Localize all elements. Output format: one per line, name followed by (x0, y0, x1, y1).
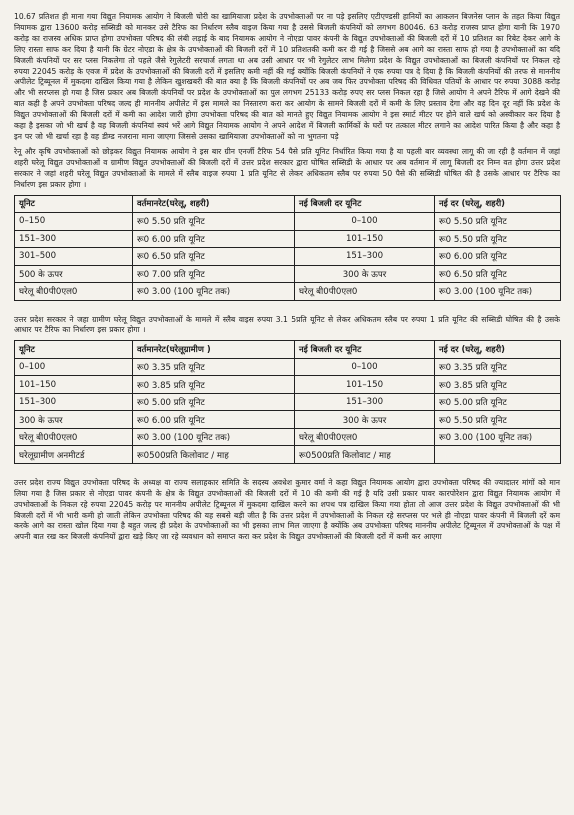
cell-new-rate: रू0 5.50 प्रति यूनिट (435, 230, 561, 248)
cell-new-unit: घरेलू बी0पी0एल0 (295, 428, 435, 446)
cell-new-unit: 101–150 (295, 376, 435, 394)
cell-new-unit: 0–100 (295, 358, 435, 376)
rural-tariff-table (14, 340, 561, 464)
header-new-rate: नई दर (घरेलू, शहरी) (435, 195, 561, 213)
header-new-rate: नई दर (घरेलू, शहरी) (435, 341, 561, 359)
table-row (15, 265, 561, 283)
cell-new-unit: 151–300 (295, 248, 435, 266)
cell-unit: 301–500 (15, 248, 133, 266)
table-row (15, 230, 561, 248)
table-row (15, 213, 561, 231)
cell-new-rate: रू0 6.00 प्रति यूनिट (435, 248, 561, 266)
intro-paragraph-2: रेनू और कृषि उपभोक्ताओं को छोड़कर विद्युत नियामक आयोग ने इस बार ग्रीन एनर्जी टैरिफ 54 पैसे प्रति यूनिट निर्धारित किया गया है या पहली बार व्यवस्था लागू की जा रही है वर्तमान में जहां शहरी घरेलू विद्युत उपभोक्ताओं व ग्रामीण विद्युत उपभोक्ताओं की बिजली दरों में उत्तर प्रदेश सरकार द्वारा घोषित सब्सिडी के आधार पर अब वर्तमान में लागू बिजली दर निम्न वत होगा उत्तर प्रदेश सरकार ने जहां शहरी घरेलू विद्युत उपभोक्ताओं के मामले में स्लैब वाइज रुपया 1 प्रति यूनिट से लेकर अधिकतम स्लैब पर रुपया 50 पैसे की सब्सिडी घोषित की है उसके आधार पर टैरिफ का निर्धारण इस प्रकार होगा । (14, 146, 560, 189)
cell-unit: 500 के ऊपर (15, 265, 133, 283)
header-current-rate: वर्तमानरेट(घरेलूग्रामीण ) (133, 341, 295, 359)
header-unit: यूनिट (15, 195, 133, 213)
cell-unit: 0–150 (15, 213, 133, 231)
table-header-row (15, 341, 561, 359)
cell-new-rate: रू0 5.50 प्रति यूनिट (435, 411, 561, 429)
table-row (15, 248, 561, 266)
header-new-unit: नई बिजली दर यूनिट (295, 341, 435, 359)
cell-current-rate: रू0500प्रति किलोवाट / माह (133, 446, 295, 464)
cell-new-rate: रू0 5.00 प्रति यूनिट (435, 393, 561, 411)
table-row (15, 446, 561, 464)
cell-new-unit: 300 के ऊपर (295, 411, 435, 429)
table-row (15, 358, 561, 376)
cell-new-rate: रू0 3.00 (100 यूनिट तक) (435, 283, 561, 301)
cell-current-rate: रू0 6.00 प्रति यूनिट (133, 230, 295, 248)
cell-new-unit: 151–300 (295, 393, 435, 411)
cell-current-rate: रू0 6.00 प्रति यूनिट (133, 411, 295, 429)
cell-new-unit: 101–150 (295, 230, 435, 248)
cell-new-unit: रू0500प्रति किलोवाट / माह (295, 446, 435, 464)
table-row (15, 376, 561, 394)
header-unit: यूनिट (15, 341, 133, 359)
cell-current-rate: रू0 3.85 प्रति यूनिट (133, 376, 295, 394)
header-current-rate: वर्तमानरेट(घरेलू, शहरी) (133, 195, 295, 213)
closing-paragraph: उत्तर प्रदेश राज्य विद्युत उपभोक्ता परिषद के अध्यक्ष वा राज्य सलाहकार समिति के सदस्य अवधेश कुमार वर्मा ने कहा विद्युत नियामक आयोग द्वारा उपभोक्ता परिषद की ज्यादातर मांगों को मान लिया गया है जिस प्रकार से नोएडा पावर कंपनी के क्षेत्र के विद्युत उपभोक्ताओं की बिजली दरों में 10 की कमी की गई है यदि उसी प्रकार पावर कारपोरेशन द्वारा विद्युत नियामक आयोग में उपभोक्ताओं के निकल रहे रुपया 22045 करोड़ पर माननीय अपीलेट ट्रिब्यूनल में मुकदमा दाखिल करने का शपथ पत्र दाखिल किया गया होता तो आज उत्तर प्रदेश के विद्युत उपभोक्ताओं की भी बिजली दरों में भी भारी कमी हो जाती लेकिन उपभोक्ता परिषद की यह सबसे बड़ी जीत है कि उत्तर प्रदेश में उपभोक्ताओं के निकल रहे सरप्लस पर भले ही नोएडा पावर कंपनी में बिजली दरें कम करके आगे का रास्ता खोल दिया गया है बहुत जल्द ही प्रदेश के उपभोक्ताओं का भी इसका लाभ मिल जाएगा है क्योंकि अब उपभोक्ता परिषद माननीय अपीलेट ट्रिब्यूनल में उपभोक्ताओं के पक्ष में अपनी बात रख कर बिजली कंपनियों द्वारा खड़े किए जा रहे व्यवधान को समाप्त करा कर प्रदेश के विद्युत उपभोक्ताओं की बिजली दरों में कमी कर आएगा (14, 477, 560, 542)
urban-tariff-table (14, 195, 561, 301)
cell-new-unit: 300 के ऊपर (295, 265, 435, 283)
cell-current-rate: रू0 6.50 प्रति यूनिट (133, 248, 295, 266)
cell-new-rate: रू0 3.85 प्रति यूनिट (435, 376, 561, 394)
cell-new-unit: घरेलू बी0पी0एल0 (295, 283, 435, 301)
table-row (15, 428, 561, 446)
rural-paragraph: उत्तर प्रदेश सरकार ने जहा ग्रामीण घरेलू विद्युत उपभोक्ताओं के मामले में स्लैब वाइस रुपया 3.1 5प्रति यूनिट से लेकर अधिकतम स्लैब पर रुपया 1 प्रति यूनिट की सब्सिडी घोषित की है उसके आधार पर टैरिफ का निर्धारण इस प्रकार होगा । (14, 314, 560, 335)
table-row (15, 393, 561, 411)
header-new-unit: नई बिजली दर यूनिट (295, 195, 435, 213)
table-row (15, 411, 561, 429)
cell-unit: 151–300 (15, 230, 133, 248)
intro-paragraph-1: 10.67 प्रतिशत ही माना गया विद्युत नियामक आयोग ने बिजली चोरी का खामियाजा प्रदेश के उपभोक्ताओं पर ना पड़े इसलिए एटीएण्डसी हानियों का आकलन बिजनेस प्लान के तहत किया विद्युत नियामक द्वारा 13600 करोड़ सब्सिडी को मानकर उसे टैरिफ का निर्धारण स्लैब वाइज किया गया है उससे बिजली कंपनियों को लगभग 80046. 63 करोड़ राजस्व प्राप्त होगा यानी कि 1970 करोड़ का राजस्व अधिक प्राप्त होगा उपभोक्ता परिषद की लंबी लड़ाई के बाद नियामक आयोग ने नोएडा पावर कंपनी के विद्युत उपभोक्ताओं की बिजली दरों में 10 प्रतिशत का रिबेट देकर आगे के लिए रास्ता साफ कर दिया है यानी कि ग्रेटर नोएडा के क्षेत्र के उपभोक्ताओं की बिजली दरों में 10 प्रतिशतकी कमी कर दी गई है जिससे अब आगे का रास्ता साफ हो गया है उपभोक्ताओं का यदि बिजली कंपनियों पर सर प्लस निकलेगा तो पहले जैसे रेगुलेटरी सरचार्ज लगता था अब उसी आधार पर भी रेगुलेटर लाभ मिलेगा प्रदेश के विद्युत उपभोक्ताओं का बिजली कंपनियों पर निकल रहे रुपया 22045 करोड़ के एवज में प्रदेश के उपभोक्ताओं की बिजली दरों में इसलिए कमी नहीं की गई क्योंकि बिजली कंपनियों ने एक रुपया पत्र दे दिया है कि बिजली कंपनियों की तरफ से माननीय अपीलेट ट्रिब्यूनल में मुकदमा दाखिल किया गया है लेकिन खुशखबरी की बात क्या है कि बिजली कंपनियों पर अब जब फिर उपभोक्ता परिषद की विधिवत पतियों के आधार पर रुपया 3088 करोड़ और भी सरप्लस हो गया है जिस प्रकार अब बिजली कंपनियों पर प्रदेश के उपभोक्ताओं का पुल लगभग 25133 करोड़ रुपए सर प्लस निकल रहा है जिसे आयोग ने अपने टैरिफ में आगे देखने की बात कही है अपने उपभोक्ता परिषद जल्द ही माननीय अपीलेट में इस मामले का निस्तारण करा कर आयोग के सामने बिजली दरों में कमी के लिए प्रस्ताव देगा और वह दिन दूर नहीं कि प्रदेश के विद्युत उपभोक्ताओं की बिजली दरों में कमी का आदेश जारी होगा उपभोक्ता परिषद की बात को मानते हुए विद्युत नियामक आयोग ने इस स्मार्ट मीटर पर होने वाले खर्च को अस्वीकार कर दिया है कहा है इसका जो भी खर्च है वह बिजली कंपनियां स्वयं भरें आगे विद्युत नियामक आयोग ने अपने आदेश में बिजली कार्मिकों के घरों पर तत्काल मीटर लगाने का आदेश पारित किया है और कहा है इन पर जो भी खर्चा रहा है वह डीम्ड नजराना माना जाएगा जिससे उसका खामियाजा उपभोक्ताओं को ना भुगतना पड़े (14, 12, 560, 141)
cell-new-rate: रू0 6.50 प्रति यूनिट (435, 265, 561, 283)
cell-new-rate (435, 446, 561, 464)
cell-unit: 0–100 (15, 358, 133, 376)
cell-current-rate: रू0 3.00 (100 यूनिट तक) (133, 428, 295, 446)
cell-current-rate: रू0 7.00 प्रति यूनिट (133, 265, 295, 283)
table-row (15, 283, 561, 301)
cell-unit: 151–300 (15, 393, 133, 411)
cell-unit: घरेलू बी0पी0एल0 (15, 428, 133, 446)
cell-unit: घरेलू बी0पी0एल0 (15, 283, 133, 301)
cell-unit: 300 के ऊपर (15, 411, 133, 429)
cell-new-rate: रू0 3.35 प्रति यूनिट (435, 358, 561, 376)
cell-unit: घरेलूग्रामीण अनमीटर्ड (15, 446, 133, 464)
cell-new-rate: रू0 5.50 प्रति यूनिट (435, 213, 561, 231)
cell-current-rate: रू0 5.50 प्रति यूनिट (133, 213, 295, 231)
cell-new-unit: 0–100 (295, 213, 435, 231)
cell-current-rate: रू0 5.00 प्रति यूनिट (133, 393, 295, 411)
cell-new-rate: रू0 3.00 (100 यूनिट तक) (435, 428, 561, 446)
cell-current-rate: रू0 3.35 प्रति यूनिट (133, 358, 295, 376)
cell-unit: 101–150 (15, 376, 133, 394)
cell-current-rate: रू0 3.00 (100 यूनिट तक) (133, 283, 295, 301)
table-header-row (15, 195, 561, 213)
